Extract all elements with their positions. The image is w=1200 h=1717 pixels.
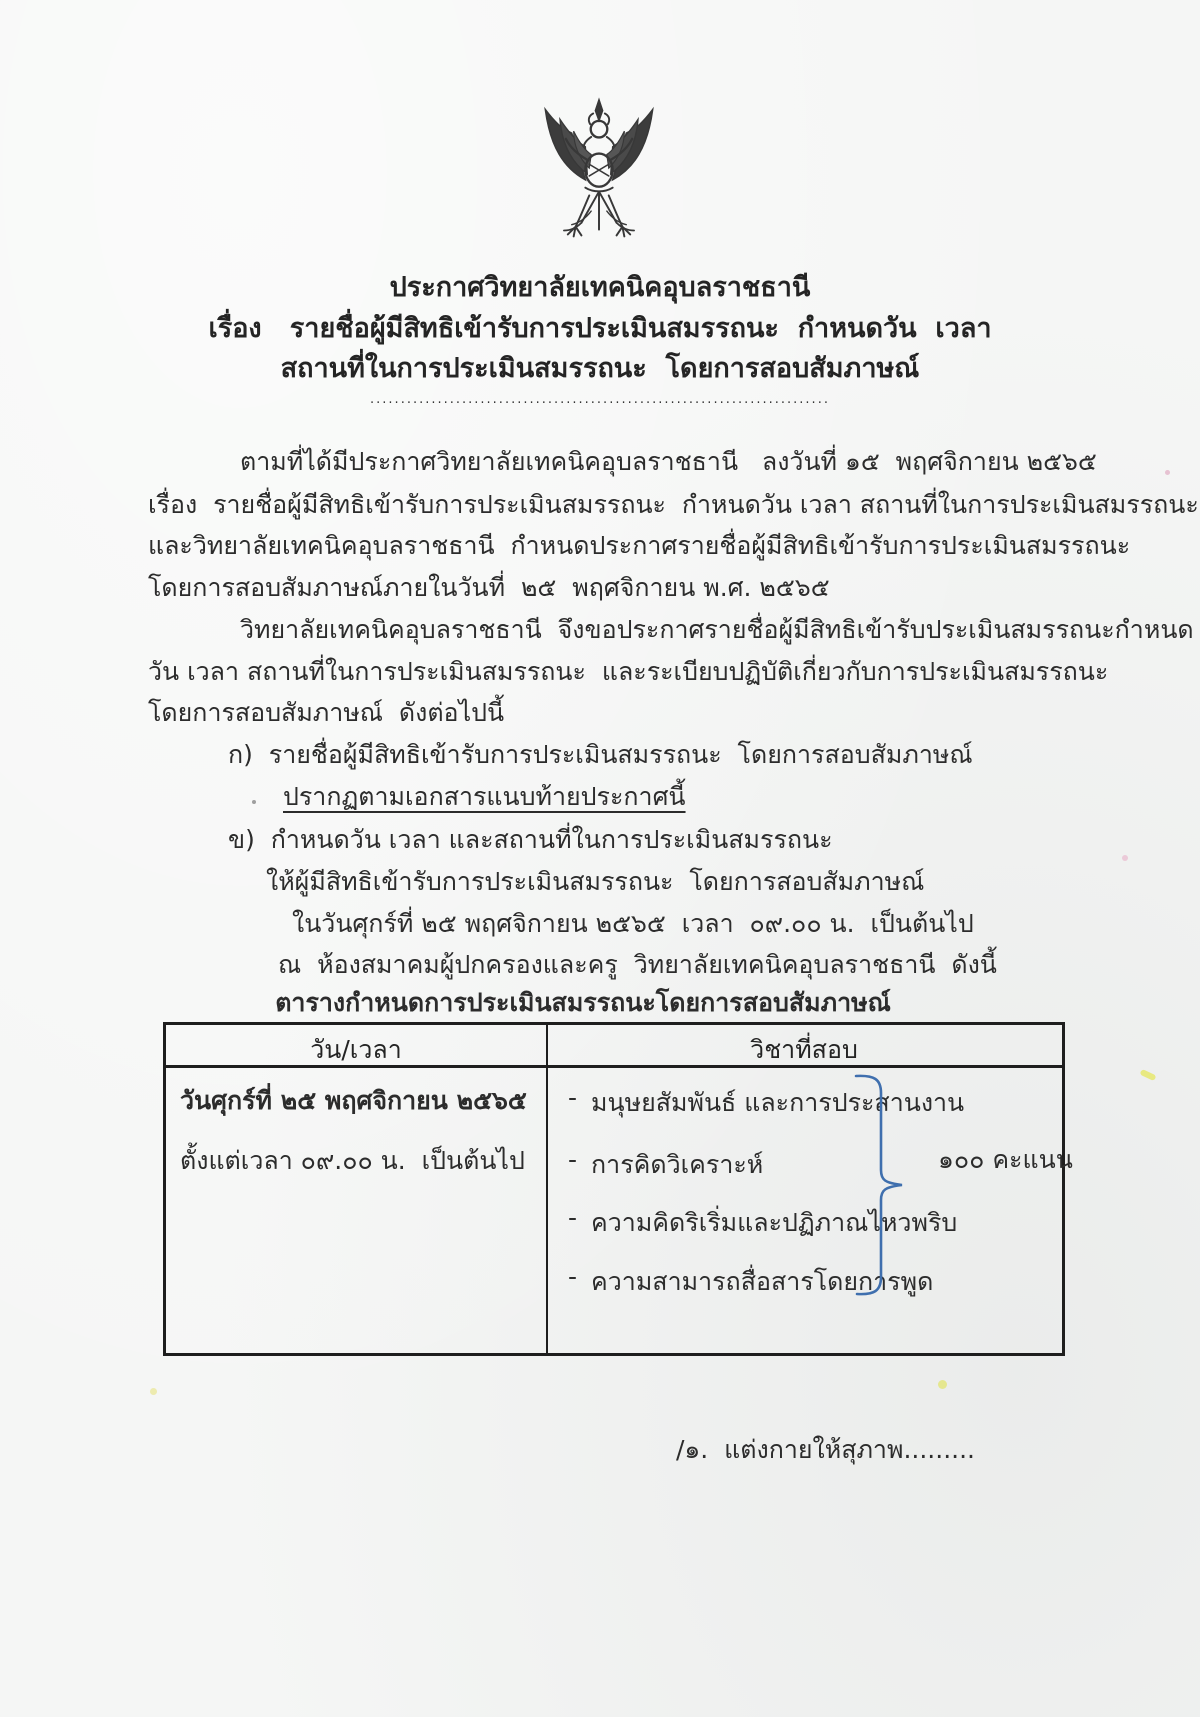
subject-label: ความสามารถสื่อสารโดยการพูด (591, 1267, 934, 1296)
list-item-b: ข) กำหนดวัน เวลา และสถานที่ในการประเมินสมรรถนะ (228, 825, 833, 854)
table-header-row (166, 1025, 1062, 1068)
paragraph2-line1: วิทยาลัยเทคนิคอุบลราชธานี จึงขอประกาศรายชื่อผู้มีสิทธิเข้ารับประเมินสมรรถนะกำหนด (240, 615, 1194, 644)
paragraph2-line2: วัน เวลา สถานที่ในการประเมินสมรรถนะ และระเบียบปฏิบัติเกี่ยวกับการประเมินสมรรถนะ (148, 657, 1109, 686)
list-item-a-note: ปรากฏตามเอกสารแนบท้ายประกาศนี้ (283, 782, 686, 811)
announcement-title: ประกาศวิทยาลัยเทคนิคอุบลราชธานี (389, 272, 811, 303)
list-item-b-line1: ให้ผู้มีสิทธิเข้ารับการประเมินสมรรถนะ โดยการสอบสัมภาษณ์ (266, 867, 925, 896)
score-label: ๑๐๐ คะแนน (938, 1145, 1073, 1174)
paragraph1-line3: และวิทยาลัยเทคนิคอุบลราชธานี กำหนดประกาศรายชื่อผู้มีสิทธิเข้ารับการประเมินสมรรถนะ (148, 531, 1131, 560)
bullet-dash: - (568, 1083, 578, 1112)
dotted-divider: ........................................................................... (370, 392, 830, 407)
paragraph2-line3: โดยการสอบสัมภาษณ์ ดังต่อไปนี้ (148, 698, 505, 727)
scan-speck (1139, 1069, 1156, 1081)
scan-speck (938, 1380, 947, 1389)
table-title: ตารางกำหนดการประเมินสมรรถนะโดยการสอบสัมภาษณ์ (275, 988, 891, 1017)
scan-speck (150, 1388, 157, 1395)
table-header-date: วัน/เวลา (310, 1035, 402, 1064)
announcement-subject-line2: สถานที่ในการประเมินสมรรถนะ โดยการสอบสัมภาษณ์ (280, 353, 920, 384)
table-column-divider (546, 1025, 548, 1353)
table-header-subjects: วิชาที่สอบ (750, 1035, 858, 1064)
scan-speck (1165, 470, 1170, 475)
bullet-dash: - (568, 1262, 578, 1291)
bullet-dash: - (568, 1203, 578, 1232)
bullet-dash: - (568, 1145, 578, 1174)
announcement-subject-line1: เรื่อง รายชื่อผู้มีสิทธิเข้ารับการประเมินสมรรถนะ กำหนดวัน เวลา (208, 313, 992, 344)
paragraph1-line1: ตามที่ได้มีประกาศวิทยาลัยเทคนิคอุบลราชธานี ลงวันที่ ๑๕ พฤศจิกายน ๒๕๖๕ (240, 447, 1097, 476)
paragraph1-line4: โดยการสอบสัมภาษณ์ภายในวันที่ ๒๕ พฤศจิกายน พ.ศ. ๒๕๖๕ (148, 573, 830, 602)
paragraph1-line2: เรื่อง รายชื่อผู้มีสิทธิเข้ารับการประเมินสมรรถนะ กำหนดวัน เวลา สถานที่ในการประเมินสมรรถนะ (148, 490, 1199, 519)
subject-label: มนุษยสัมพันธ์ และการประสานงาน (591, 1088, 965, 1117)
garuda-emblem-icon (521, 95, 677, 253)
subject-label: การคิดวิเคราะห์ (591, 1150, 764, 1179)
table-cell-date: วันศุกร์ที่ ๒๕ พฤศจิกายน ๒๕๖๕ (180, 1086, 527, 1115)
scan-speck (252, 800, 256, 804)
list-item-b-line2: ในวันศุกร์ที่ ๒๕ พฤศจิกายน ๒๕๖๕ เวลา ๐๙.๐๐ น. เป็นต้นไป (292, 909, 974, 938)
subject-label: ความคิดริเริ่มและปฏิภาณไหวพริบ (591, 1208, 958, 1237)
table-cell-time: ตั้งแต่เวลา ๐๙.๐๐ น. เป็นต้นไป (180, 1146, 525, 1175)
table-subject-item (568, 1145, 763, 1185)
list-item-b-line3: ณ ห้องสมาคมผู้ปกครองและครู วิทยาลัยเทคนิคอุบลราชธานี ดังนี้ (278, 950, 997, 979)
schedule-table (163, 1022, 1065, 1356)
scan-speck (1122, 855, 1128, 861)
brace-annotation-icon (846, 1070, 908, 1300)
list-item-a: ก) รายชื่อผู้มีสิทธิเข้ารับการประเมินสมรรถนะ โดยการสอบสัมภาษณ์ (228, 740, 973, 769)
footer-note: /๑. แต่งกายให้สุภาพ......... (676, 1435, 975, 1464)
